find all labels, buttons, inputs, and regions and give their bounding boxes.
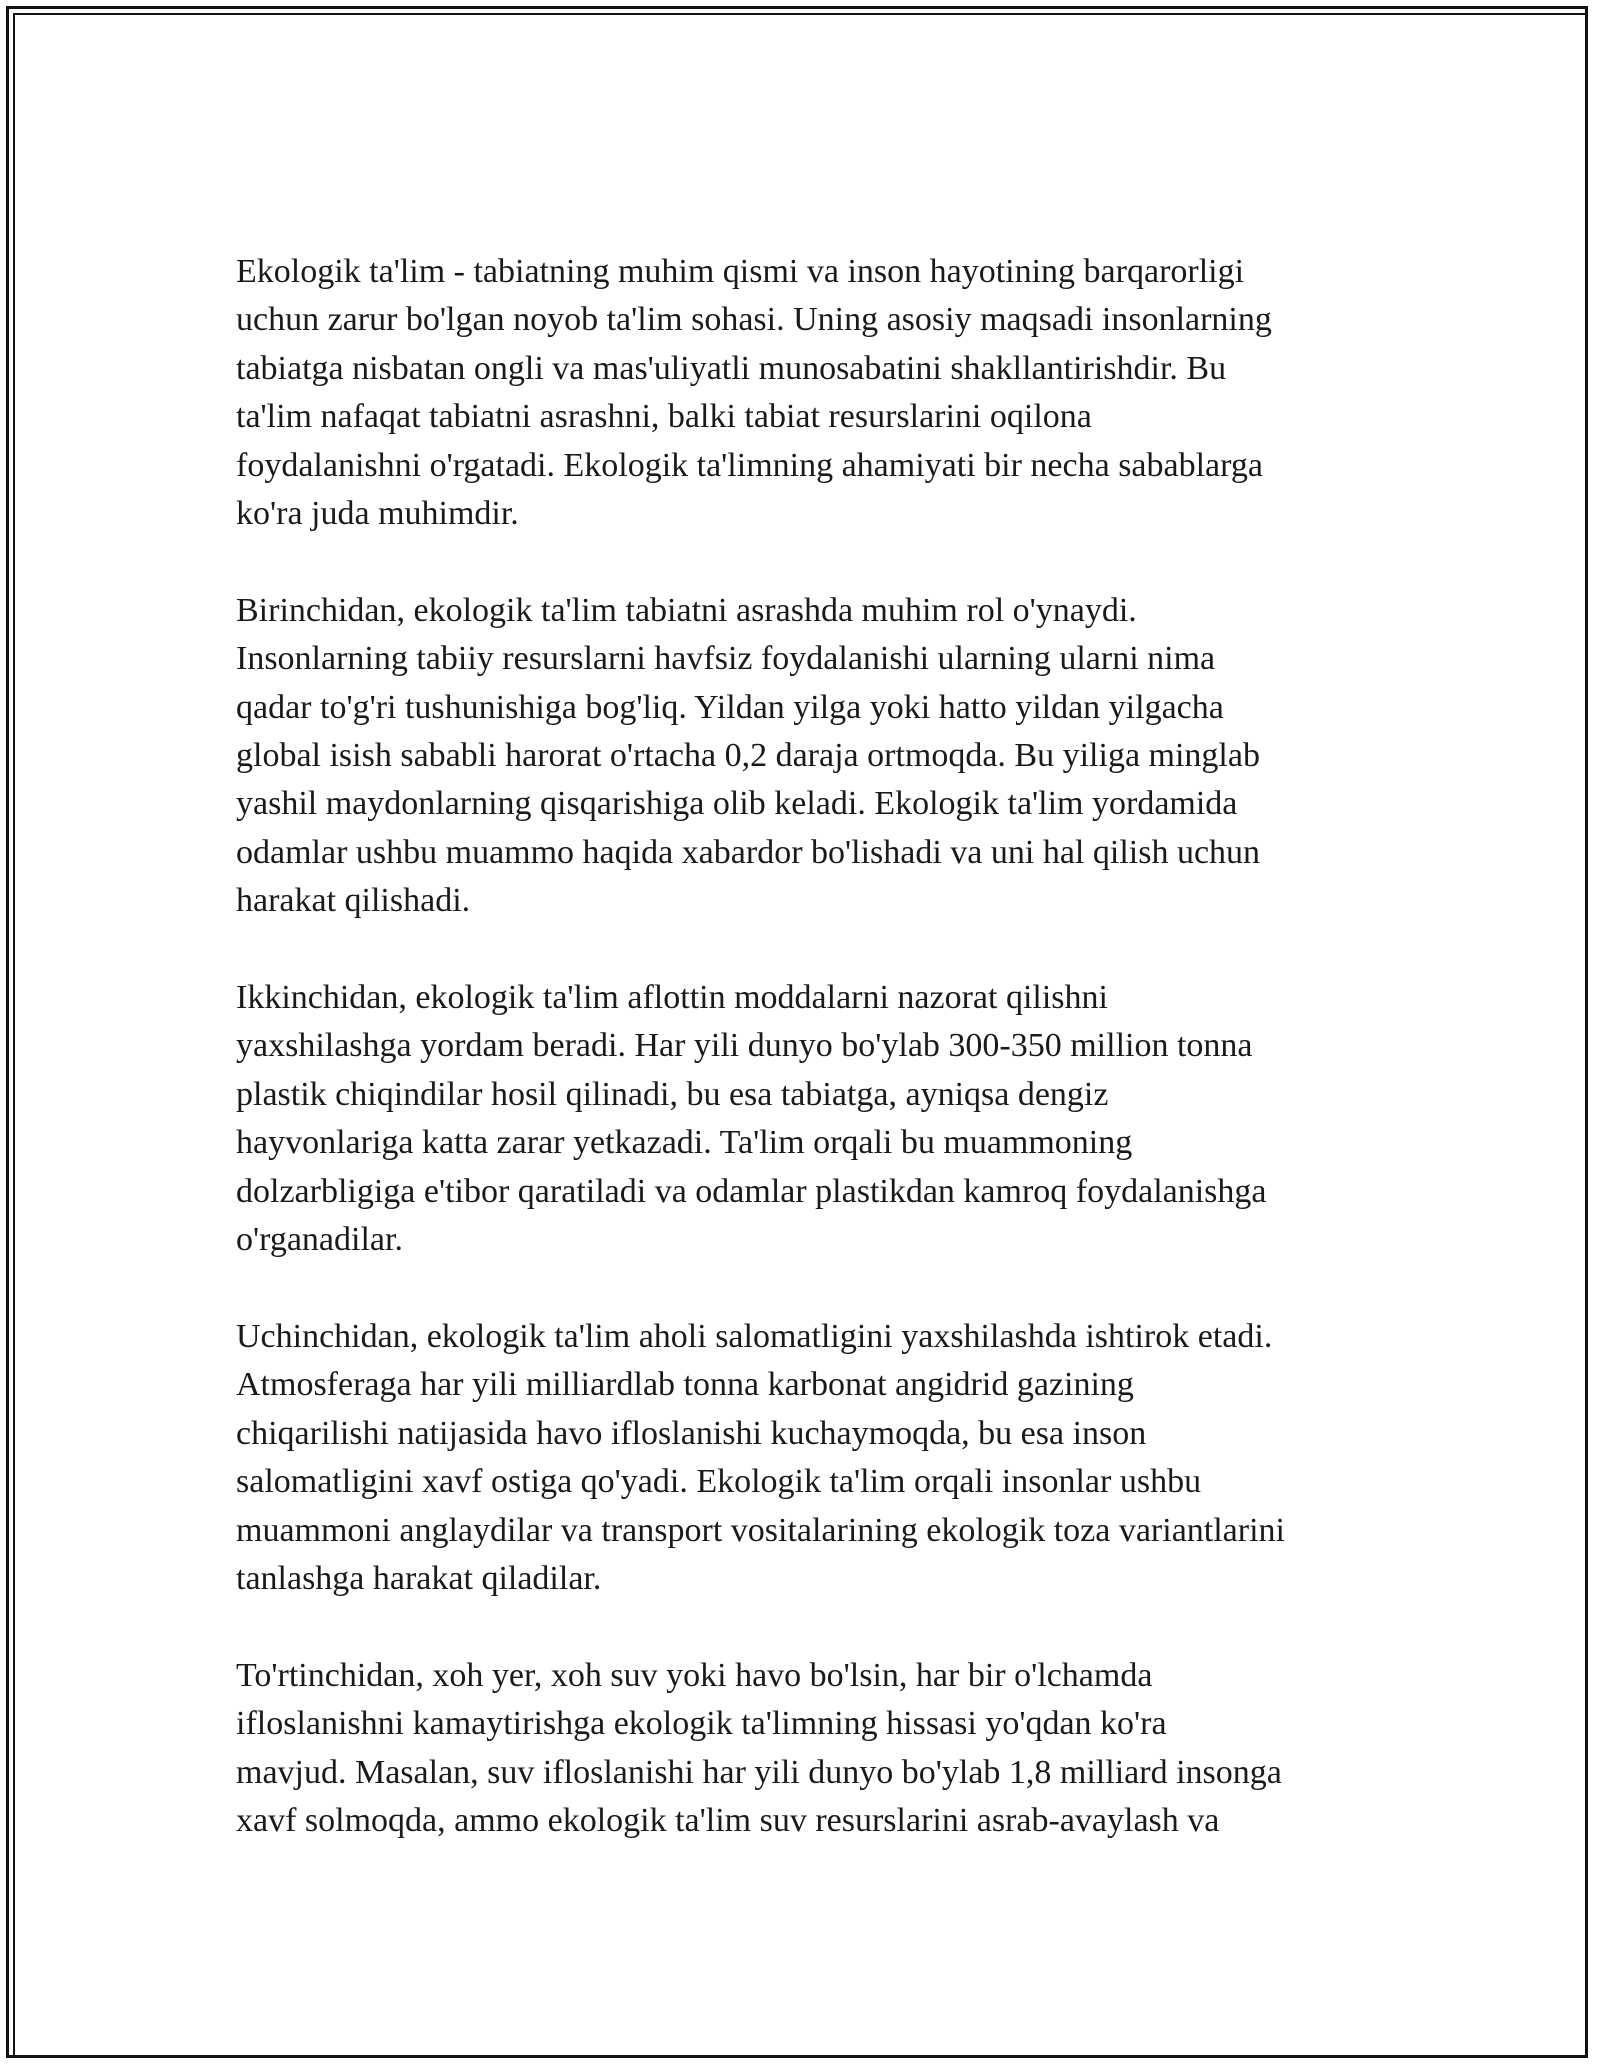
text-line: Atmosferaga har yili milliardlab tonna karbonat angidrid gazining [236, 1366, 1134, 1404]
text-line: Insonlarning tabiiy resurslarni havfsiz foydalanishi ularning ularni nima [236, 640, 1216, 678]
text-line: ta'lim nafaqat tabiatni asrashni, balki tabiat resurslarini oqilona [236, 398, 1092, 436]
paragraph-first [236, 587, 1376, 926]
text-line: hayvonlariga katta zarar yetkazadi. Ta'lim orqali bu muammoning [236, 1124, 1133, 1162]
text-line: Ikkinchidan, ekologik ta'lim aflottin moddalarni nazorat qilishni [236, 979, 1108, 1017]
text-line: Uchinchidan, ekologik ta'lim aholi salomatligini yaxshilashda ishtirok etadi. [236, 1317, 1273, 1355]
text-line: harakat qilishadi. [236, 882, 471, 920]
paragraph-second [236, 974, 1376, 1264]
paragraph-intro [236, 248, 1376, 538]
text-line: ifloslanishni kamaytirishga ekologik ta'limning hissasi yo'qdan ko'ra [236, 1705, 1167, 1743]
paragraph-third [236, 1313, 1376, 1603]
text-line: yaxshilashga yordam beradi. Har yili dunyo bo'ylab 300-350 million tonna [236, 1027, 1253, 1065]
text-line: Birinchidan, ekologik ta'lim tabiatni asrashda muhim rol o'ynaydi. [236, 591, 1137, 629]
text-line: foydalanishni o'rgatadi. Ekologik ta'limning ahamiyati bir necha sabablarga [236, 446, 1263, 484]
text-line: yashil maydonlarning qisqarishiga olib keladi. Ekologik ta'lim yordamida [236, 785, 1238, 823]
text-line: muammoni anglaydilar va transport vositalarining ekologik toza variantlarini [236, 1511, 1285, 1549]
text-line: plastik chiqindilar hosil qilinadi, bu esa tabiatga, ayniqsa dengiz [236, 1075, 1109, 1113]
text-line: xavf solmoqda, ammo ekologik ta'lim suv resurslarini asrab-avaylash va [236, 1801, 1220, 1839]
paragraph-fourth [236, 1652, 1376, 1846]
text-line: qadar to'g'ri tushunishiga bog'liq. Yildan yilga yoki hatto yildan yilgacha [236, 688, 1224, 726]
text-line: To'rtinchidan, xoh yer, xoh suv yoki havo bo'lsin, har bir o'lchamda [236, 1656, 1153, 1694]
text-line: dolzarbligiga e'tibor qaratiladi va odamlar plastikdan kamroq foydalanishga [236, 1172, 1267, 1210]
text-line: ko'ra juda muhimdir. [236, 495, 519, 533]
text-line: salomatligini xavf ostiga qo'yadi. Ekologik ta'lim orqali insonlar ushbu [236, 1463, 1202, 1501]
text-line: mavjud. Masalan, suv ifloslanishi har yili dunyo bo'ylab 1,8 milliard insonga [236, 1753, 1282, 1791]
text-line: tabiatga nisbatan ongli va mas'uliyatli munosabatini shakllantirishdir. Bu [236, 349, 1227, 387]
text-line: o'rganadilar. [236, 1221, 403, 1259]
text-line: tanlashga harakat qiladilar. [236, 1559, 602, 1597]
text-line: chiqarilishi natijasida havo ifloslanishi kuchaymoqda, bu esa inson [236, 1414, 1147, 1452]
text-line: uchun zarur bo'lgan noyob ta'lim sohasi. Uning asosiy maqsadi insonlarning [236, 301, 1272, 339]
text-line: Ekologik ta'lim - tabiatning muhim qismi va inson hayotining barqarorligi [236, 253, 1245, 290]
text-line: global isish sababli harorat o'rtacha 0,2 daraja ortmoqda. Bu yiliga minglab [236, 737, 1260, 775]
text-line: odamlar ushbu muammo haqida xabardor bo'lishadi va uni hal qilish uchun [236, 833, 1261, 871]
document-body [236, 248, 1376, 1845]
